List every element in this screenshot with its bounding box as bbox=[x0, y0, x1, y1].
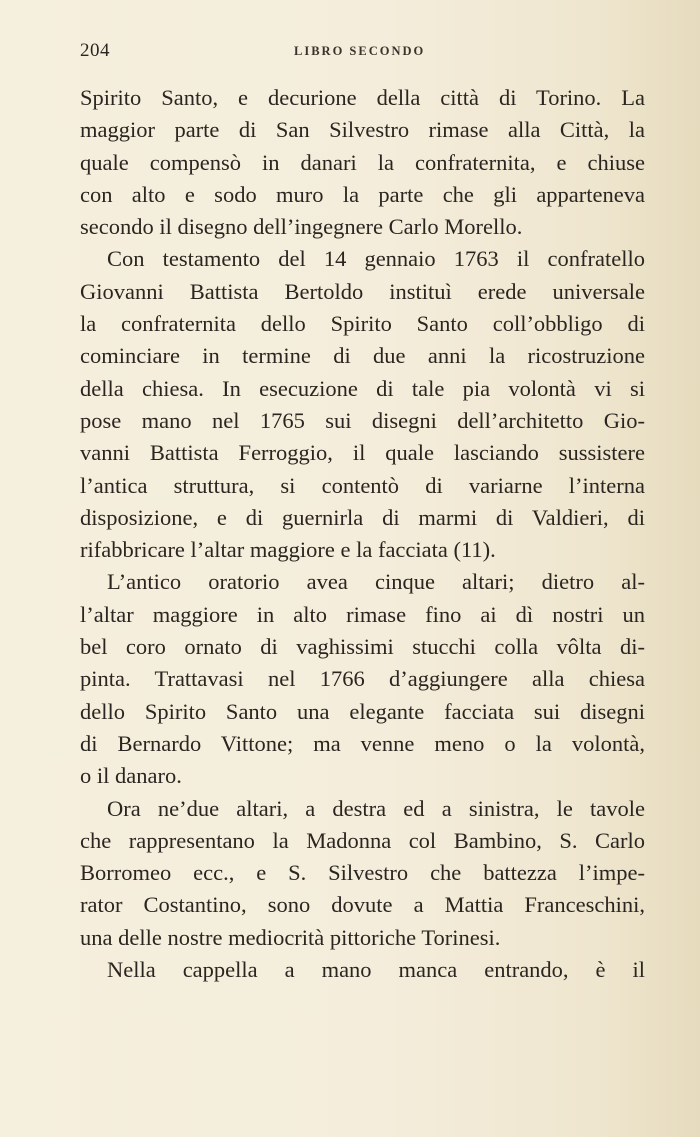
text-line: Spirito Santo, e decurione della città di Torino. La bbox=[80, 85, 645, 110]
running-head bbox=[80, 40, 645, 62]
text-line: Con testamento del 14 gennaio 1763 il confratello bbox=[107, 246, 645, 272]
text-line: dello Spirito Santo una elegante facciata sui disegni bbox=[80, 698, 645, 724]
page-number: 204 bbox=[80, 40, 110, 61]
text-line: Ora ne’due altari, a destra ed a sinistra, le tavole bbox=[107, 795, 645, 821]
text-line: Nella cappella a mano manca entrando, è il bbox=[107, 957, 645, 983]
text-line: che rappresentano la Madonna col Bambino, S. Carlo bbox=[80, 827, 645, 853]
text-line: pose mano nel 1765 sui disegni dell’architetto Gio- bbox=[80, 407, 645, 433]
text-line: cominciare in termine di due anni la ricostruzione bbox=[80, 343, 645, 369]
text-line: di Bernardo Vittone; ma venne meno o la volontà, bbox=[80, 730, 645, 756]
text-line: pinta. Trattavasi nel 1766 d’aggiungere alla chiesa bbox=[80, 666, 645, 692]
text-line: rifabbricare l’altar maggiore e la facciata (11). bbox=[80, 537, 496, 563]
text-line: bel coro ornato di vaghissimi stucchi colla vôlta di- bbox=[80, 634, 645, 660]
text-line: secondo il disegno dell’ingegnere Carlo Morello. bbox=[80, 214, 523, 240]
running-title: LIBRO SECONDO bbox=[294, 44, 426, 58]
text-line: o il danaro. bbox=[80, 763, 182, 789]
body-text bbox=[80, 82, 645, 986]
text-line: L’antico oratorio avea cinque altari; dietro al- bbox=[107, 569, 645, 595]
text-line: la confraternita dello Spirito Santo coll’obbligo di bbox=[80, 311, 645, 337]
text-line: maggior parte di San Silvestro rimase alla Città, la bbox=[80, 117, 645, 143]
text-line: con alto e sodo muro la parte che gli apparteneva bbox=[80, 181, 645, 207]
text-line: Borromeo ecc., e S. Silvestro che battezza l’impe- bbox=[80, 860, 645, 886]
text-line: Giovanni Battista Bertoldo instituì erede universale bbox=[80, 278, 645, 304]
text-line: rator Costantino, sono dovute a Mattia Franceschini, bbox=[80, 892, 645, 918]
text-line: della chiesa. In esecuzione di tale pia volontà vi si bbox=[80, 375, 645, 401]
text-line: quale compensò in danari la confraternita, e chiuse bbox=[80, 149, 645, 175]
text-line: una delle nostre mediocrità pittoriche Torinesi. bbox=[80, 924, 501, 950]
text-line: l’antica struttura, si contentò di variarne l’interna bbox=[80, 472, 645, 498]
text-line: vanni Battista Ferroggio, il quale lasciando sussistere bbox=[80, 440, 645, 466]
text-line: l’altar maggiore in alto rimase fino ai dì nostri un bbox=[80, 601, 645, 627]
text-line: disposizione, e di guernirla di marmi di Valdieri, di bbox=[80, 504, 645, 530]
